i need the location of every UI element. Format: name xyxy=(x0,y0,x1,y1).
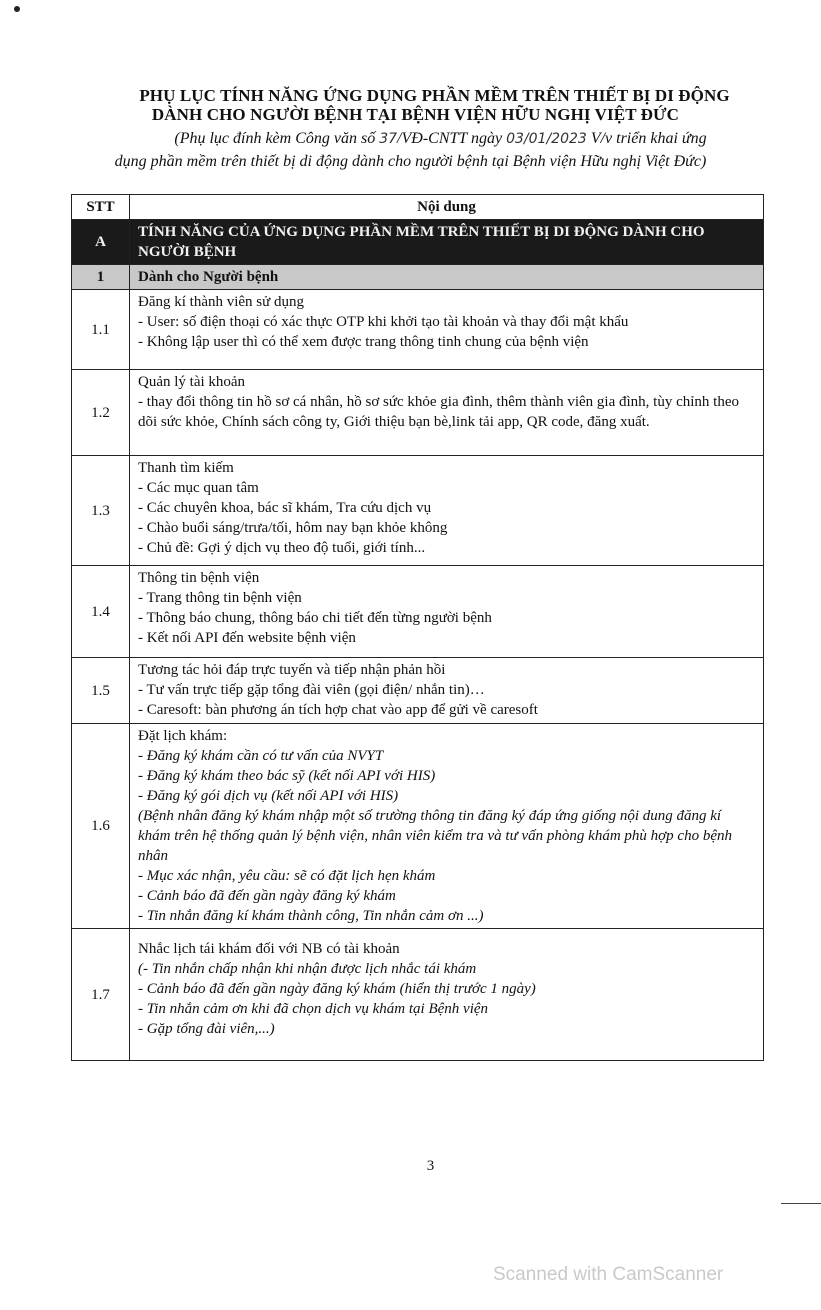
margin-mark xyxy=(781,1203,821,1204)
row-line: - User: số điện thoại có xác thực OTP khi khởi tạo tài khoản và thay đổi mật khẩu xyxy=(138,314,629,330)
feature-table xyxy=(71,194,764,1061)
row-content xyxy=(130,724,764,929)
row-line: - Thông báo chung, thông báo chi tiết đến từng người bệnh xyxy=(138,610,492,626)
row-line: - Đăng ký gói dịch vụ (kết nối API với HIS) xyxy=(138,788,399,804)
handwritten-date: 03/01/2023 xyxy=(506,131,587,147)
subtitle-text-a: (Phụ lục đính kèm Công văn số xyxy=(174,130,380,147)
row-content xyxy=(130,370,764,456)
row-stt: 1.5 xyxy=(72,658,130,724)
row-line: - Cảnh báo đã đến gần ngày đăng ký khám (hiển thị trước 1 ngày) xyxy=(138,981,536,997)
row-content xyxy=(130,456,764,566)
scanner-watermark: Scanned with CamScanner xyxy=(493,1264,724,1285)
row-line: - Mục xác nhận, yêu cầu: sẽ có đặt lịch hẹn khám xyxy=(138,868,436,884)
row-line: - Tin nhắn đăng kí khám thành công, Tin nhắn cảm ơn ...) xyxy=(138,908,484,924)
section-a-stt: A xyxy=(72,220,130,265)
header-content: Nội dung xyxy=(130,195,764,220)
row-line: - Cảnh báo đã đến gần ngày đăng ký khám xyxy=(138,888,396,904)
document-title-line-1: PHỤ LỤC TÍNH NĂNG ỨNG DỤNG PHẦN MỀM TRÊN THIẾT BỊ DI ĐỘNG xyxy=(139,86,730,105)
section-a-title: TÍNH NĂNG CỦA ỨNG DỤNG PHẦN MỀM TRÊN THIẾT BỊ DI ĐỘNG DÀNH CHO NGƯỜI BỆNH xyxy=(130,220,764,265)
row-line: Quản lý tài khoản xyxy=(138,374,246,390)
section-1-title: Dành cho Người bệnh xyxy=(130,265,764,290)
row-stt: 1.3 xyxy=(72,456,130,566)
table-row xyxy=(72,290,764,370)
table-row xyxy=(72,658,764,724)
row-line: - Gặp tổng đài viên,...) xyxy=(138,1021,275,1037)
row-line: (- Tin nhắn chấp nhận khi nhận được lịch nhắc tái khám xyxy=(138,961,477,977)
row-content xyxy=(130,566,764,658)
table-row xyxy=(72,456,764,566)
table-row xyxy=(72,370,764,456)
row-line: - Chào buổi sáng/trưa/tối, hôm nay bạn khỏe không xyxy=(138,520,448,536)
subtitle-text-b: /VĐ-CNTT ngày xyxy=(397,130,507,147)
row-line: - Caresoft: bàn phương án tích hợp chat vào app để gửi về caresoft xyxy=(138,702,538,718)
row-line: (Bệnh nhân đăng ký khám nhập một số trường thông tin đăng ký đáp ứng giống nội dung đăng kí khám trên hệ thống quản lý bệnh viện, nhân viên kiểm tra và tư vấn phòng khám phù hợp cho bệnh nhân xyxy=(138,808,732,864)
row-stt: 1.7 xyxy=(72,929,130,1061)
row-line: - Trang thông tin bệnh viện xyxy=(138,590,302,606)
row-line: Thông tin bệnh viện xyxy=(138,570,260,586)
row-heading: Đặt lịch khám: xyxy=(138,728,228,744)
page-number: 3 xyxy=(426,1158,435,1174)
row-line: - Chủ đề: Gợi ý dịch vụ theo độ tuổi, giới tính... xyxy=(138,540,426,556)
row-stt: 1.6 xyxy=(72,724,130,929)
row-line: - Đăng ký khám theo bác sỹ (kết nối API với HIS) xyxy=(138,768,436,784)
row-content xyxy=(130,290,764,370)
row-line: Thanh tìm kiếm xyxy=(138,460,234,476)
subtitle-text-c: V/v triển khai ứng xyxy=(586,130,707,147)
section-1-stt: 1 xyxy=(72,265,130,290)
row-stt: 1.4 xyxy=(72,566,130,658)
row-line: Tương tác hỏi đáp trực tuyến và tiếp nhận phản hồi xyxy=(138,662,446,678)
row-heading: Nhắc lịch tái khám đối với NB có tài khoản xyxy=(138,941,400,957)
row-line: - Các mục quan tâm xyxy=(138,480,259,496)
document-subtitle-line-1 xyxy=(0,130,821,148)
handwritten-document-number: 37 xyxy=(379,131,398,147)
row-line: - thay đổi thông tin hồ sơ cá nhân, hồ sơ sức khỏe gia đình, thêm thành viên gia đình, tùy chỉnh theo dõi sức khỏe, Chính sách công ty, Giới thiệu bạn bè,link tải app, QR code, đăng xuất. xyxy=(138,394,739,430)
section-1-row xyxy=(72,265,764,290)
document-title-line-2: DÀNH CHO NGƯỜI BỆNH TẠI BỆNH VIỆN HỮU NGHỊ VIỆT ĐỨC xyxy=(151,105,680,124)
scan-mark xyxy=(14,6,20,12)
row-content xyxy=(130,929,764,1061)
table-row xyxy=(72,929,764,1061)
table-row xyxy=(72,724,764,929)
row-content xyxy=(130,658,764,724)
row-line: - Tin nhắn cảm ơn khi đã chọn dịch vụ khám tại Bệnh viện xyxy=(138,1001,489,1017)
document-subtitle-line-2: dụng phần mềm trên thiết bị di động dành cho người bệnh tại Bệnh viện Hữu nghị Việt Đức) xyxy=(114,153,707,170)
row-line: - Các chuyên khoa, bác sĩ khám, Tra cứu dịch vụ xyxy=(138,500,432,516)
row-stt: 1.1 xyxy=(72,290,130,370)
row-line: - Tư vấn trực tiếp gặp tổng đài viên (gọi điện/ nhắn tin)… xyxy=(138,682,485,698)
row-stt: 1.2 xyxy=(72,370,130,456)
table-row xyxy=(72,566,764,658)
row-line: Đăng kí thành viên sử dụng xyxy=(138,294,305,310)
row-line: - Đăng ký khám cần có tư vấn của NVYT xyxy=(138,748,384,764)
row-line: - Không lập user thì có thể xem được trang thông tinh chung của bệnh viện xyxy=(138,334,589,350)
table-header-row xyxy=(72,195,764,220)
section-a-row xyxy=(72,220,764,265)
row-line: - Kết nối API đến website bệnh viện xyxy=(138,630,356,646)
header-stt: STT xyxy=(72,195,130,220)
